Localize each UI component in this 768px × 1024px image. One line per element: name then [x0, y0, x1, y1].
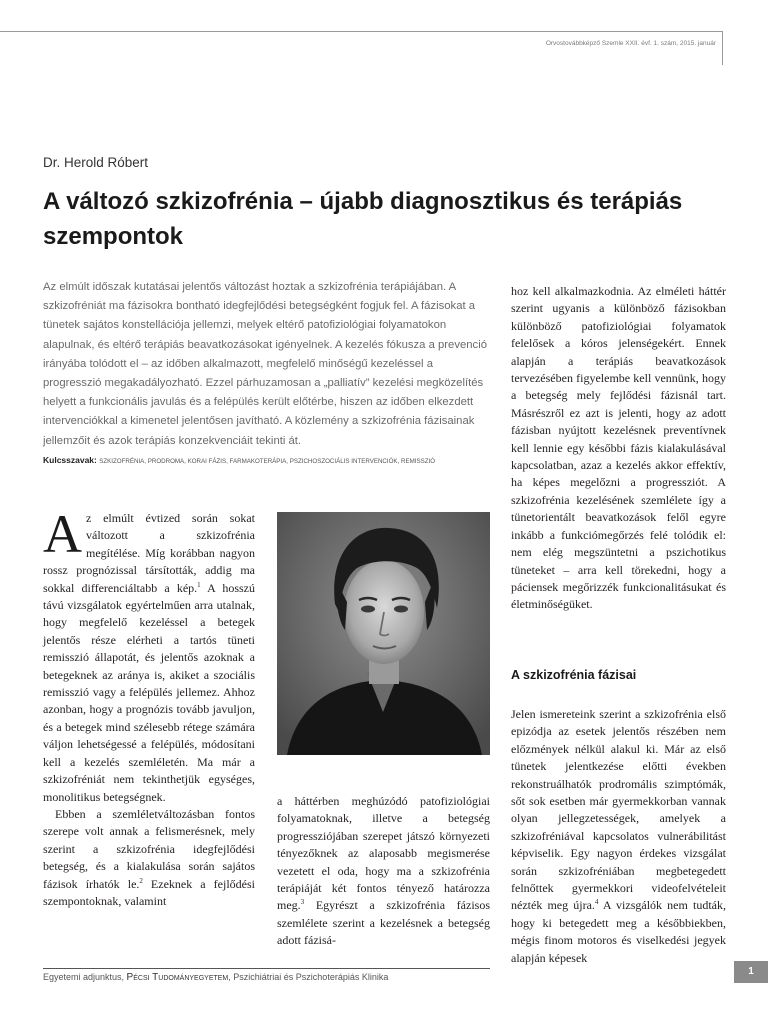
keywords-line	[43, 455, 491, 465]
footer-rule	[43, 968, 490, 969]
article-title: A változó szkizofrénia – újabb diagnosztikus és terápiás szempontok	[43, 188, 683, 250]
body-text: Ebben a szemléletváltozásban fontos szerepe volt annak a felismerésnek, mely szerint a szkizofrénia idegfejlődési betegség, és a kialakulása során sajátos fázisok írhatók le.	[43, 806, 255, 891]
body-column-2	[277, 793, 490, 950]
body-text: A vizsgálók nem tudták, hogy ki betegedett meg a későbbiekben, mégis finom motoros és viselkedési jegyek alapján képesek	[511, 898, 726, 965]
body-text: Jelen ismereteink szerint a szkizofrénia első epizódja az esetek jelentős részében nem előzmények nélkül alakul ki. Már az első tünetek jelentkezése előtti években rekonstruálhatók prodromális szimptómák, sőt sok esetben már gyermekkorban vannak olyan jellegzetességek, amelyek a szkizofréniával kapcsolatos vulnerábilitást képviselik. Egy nagyon érdekes vizsgálat során szkizofréniában megbetegedett felnőttek gyermekkori videofelvételeit nézték meg újra.	[511, 707, 726, 913]
body-column-3-bottom	[511, 706, 726, 967]
article-abstract: Az elmúlt időszak kutatásai jelentős változást hoztak a szkizofrénia terápiájában. A szkizofréniát ma fázisokra bontható idegfejlődési betegségként fogjuk fel. A fázisokat a tünetek sajátos konstellációja jellemzi, melyek eltérő patofiziológiai folyamatokon alapulnak, és eltérő terápiás beavatkozásokat igényelnek. A kezelés fókusza a prevenció irányába tolódott el – az időben alkalmazott, megfelelő minőségű kezeléssel a progresszió megakadályozható. Ezzel párhuzamosan a „palliatív” kezelési megközelítés helyett a funkcionális javulás és a felépülés került előtérbe, hiszen az időben elkezdett intervenciókkal a kimenetel jelentősen javítható. A közlemény a szkizofrénia fázisainak jellemzőit és azok terápiás konzekvenciáit tekinti át.	[43, 281, 487, 447]
author-portrait-photo	[277, 512, 490, 755]
section-heading: A szkizofrénia fázisai	[511, 668, 637, 682]
page-number: 1	[734, 961, 768, 983]
university-name: Pécsi Tudományegyetem	[126, 972, 229, 983]
body-text: a háttérben meghúzódó patofiziológiai folyamatoknak, illetve a betegség progressziójában szerepet játszó környezeti tényezőknek az alaposabb megismerése vezetett el oda, hogy ma a szkizofrénia terápiáját két fontos tényező határozza meg.	[277, 794, 490, 913]
affiliation-text: , Pszichiátriai és Pszichoterápiás Klinika	[228, 972, 389, 982]
body-text: Egyrészt a szkizofrénia fázisos szemlélete szerint a kezelésnek a betegség adott fázisá-	[277, 898, 490, 948]
body-text: A hosszú távú vizsgálatok egyértelműen arra utalnak, hogy megfelelő kezeléssel a betegek jelentős része elérheti a tartós tüneti remisszió állapotát, és jelentős azoknak a betegeknek az aránya is, akiket a szociális remisszió vagy a felépülés jellemez. Ahhoz azonban, hogy a prognózis tovább javuljon, és a betegek mind szélesebb rétege számára váljon lehetségessé a felépülés, módosítani kell a kezelés szemléletén. Ma már a szkizofréniát nem tekinthetjük egységes, monolitikus betegségnek.	[43, 580, 255, 804]
reference-marker: 2	[139, 876, 143, 885]
body-text: z elmúlt évtized során sokat változott a szkizofrénia megítélése. Míg korábban nagyon rossz prognózissal társították, addig ma sokkal differenciáltabb a kép.	[43, 511, 255, 595]
keywords-label: Kulcsszavak:	[43, 455, 97, 465]
drop-cap: A	[43, 504, 82, 564]
header-rule-vertical	[722, 31, 723, 65]
author-affiliation	[43, 972, 388, 983]
body-text: Ezeknek a fejlődési szempontoknak, valamint	[43, 876, 255, 908]
keywords-list: SZKIZOFRÉNIA, PRODROMA, KORAI FÁZIS, FARMAKOTERÁPIA, PSZICHOSZOCIÁLIS INTERVENCIÓK, REMISSZIÓ	[99, 458, 436, 465]
reference-marker: 1	[197, 580, 201, 589]
body-column-1	[43, 504, 255, 910]
body-text: hoz kell alkalmazkodnia. Az elméleti háttér szerint ugyanis a különböző fázisokban különböző patofiziológiai folyamatok felelősek a kóros jelenségekért. Ennek alapján a terápiás beavatkozások tervezésében figyelembe kell vennünk, hogy a betegség mely fejlődési fázisnál tart. Másrészről ez azt is jelenti, hogy az adott fázisban nyújtott kezelésnek preventívnek kell lennie egy későbbi fázis kialakulásával kapcsolatban, azaz a kezelés akkor effektív, ha képes megelőzni a progressziót. A szkizofrénia kezelésének szemlélete így a tünetorientált beavatkozások felől egyre inkább a funkciómegőrzés felé tolódik el: nem elég megszüntetni a pszichotikus tüneteket – arra kell törekedni, hogy a páciensek megőrizzék funkcionalitásukat és életminőségüket.	[511, 284, 726, 612]
body-column-3-top	[511, 283, 726, 614]
reference-marker: 3	[300, 898, 305, 907]
article-author: Dr. Herold Róbert	[43, 155, 149, 170]
reference-marker: 4	[594, 898, 599, 907]
header-rule	[0, 31, 722, 32]
affiliation-text: Egyetemi adjunktus,	[43, 972, 127, 982]
portrait-image	[277, 512, 490, 755]
journal-running-head: Orvostovábbképző Szemle XXII. évf. 1. szám, 2015. január	[545, 40, 716, 47]
